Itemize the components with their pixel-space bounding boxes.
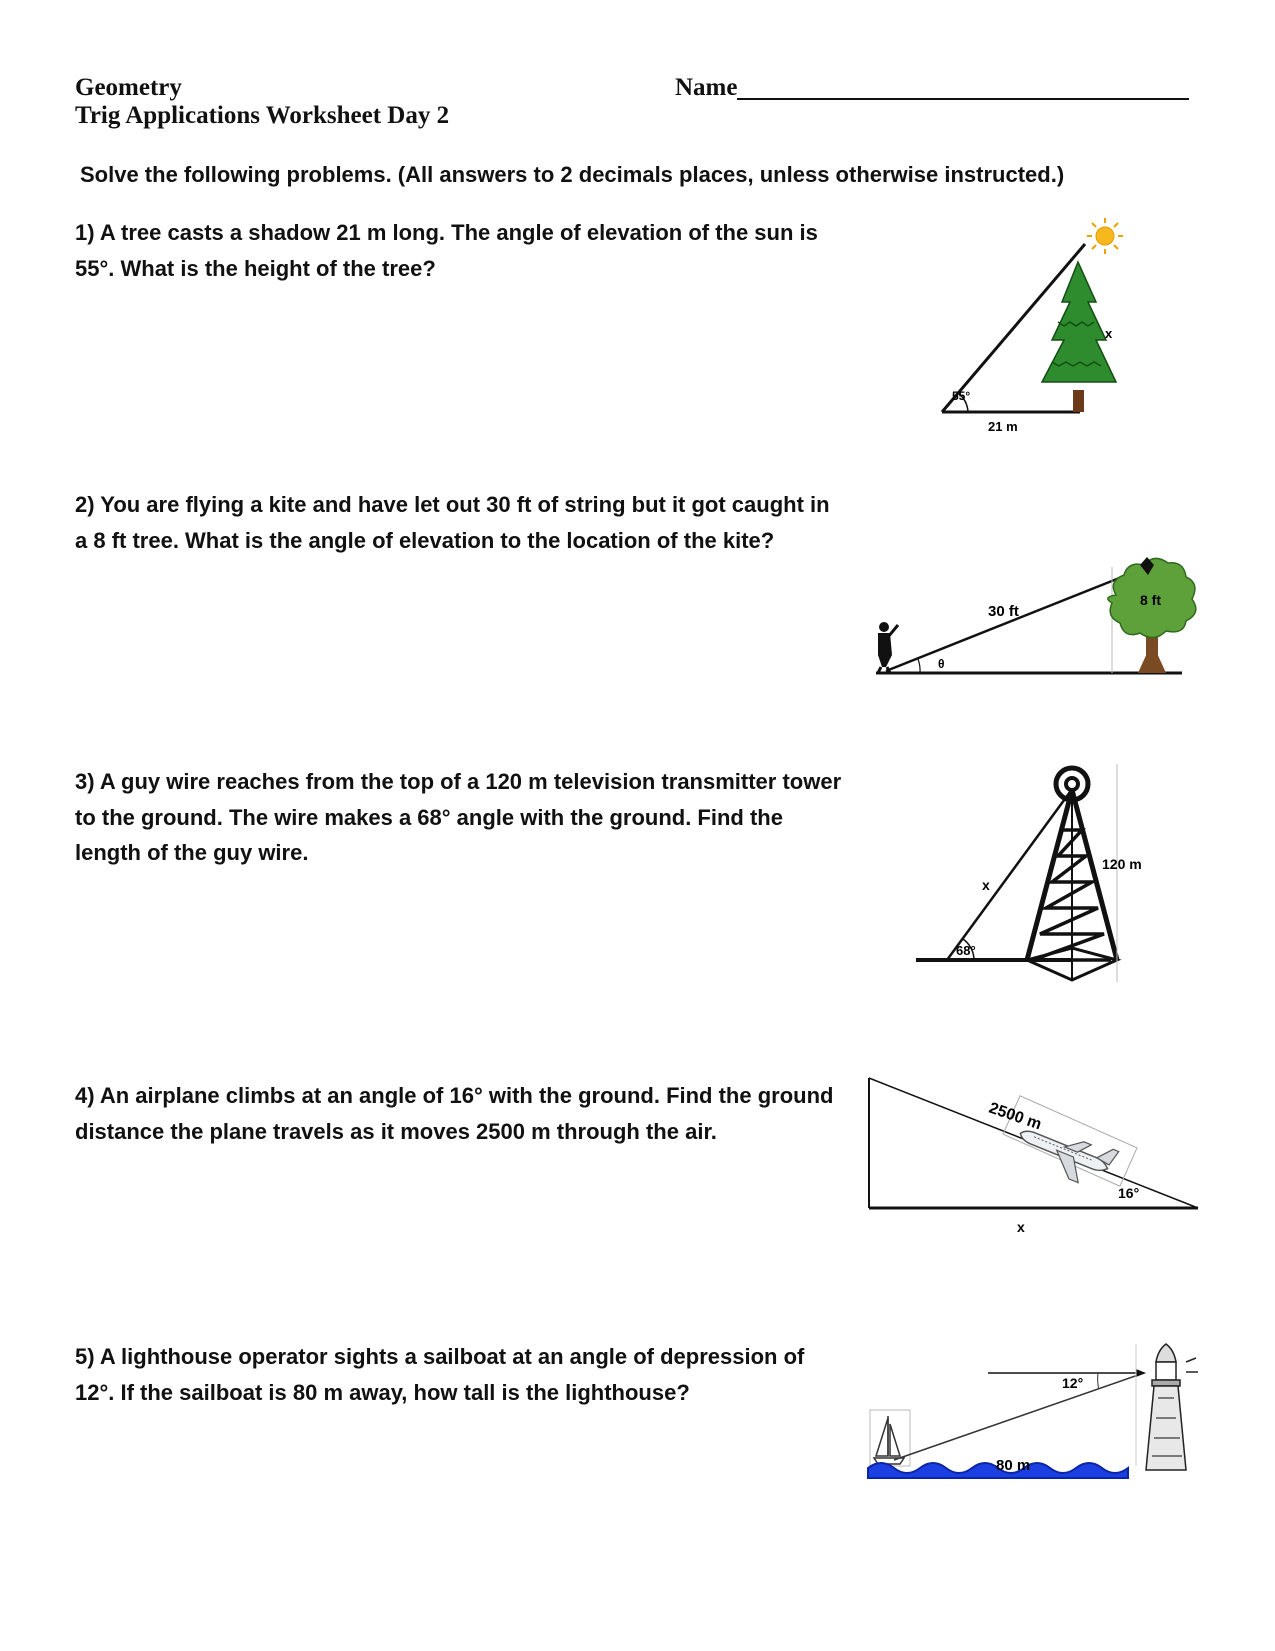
lighthouse-icon (1146, 1344, 1198, 1470)
angle-label: θ (938, 657, 945, 671)
problem-4-text: 4) An airplane climbs at an angle of 16° with the ground. Find the ground distance the plane travels as it moves 2500 m through the air. (75, 1083, 834, 1144)
figure-3-tower (912, 762, 1162, 992)
line-of-sight (894, 1373, 1144, 1460)
person-icon (878, 622, 898, 673)
distance-label: 80 m (996, 1457, 1031, 1474)
angle-arc (1098, 1373, 1099, 1388)
base-label: 21 m (988, 419, 1018, 434)
angle-label: 12° (1062, 1375, 1084, 1391)
sun-icon (1087, 218, 1123, 254)
angle-arc (918, 659, 920, 673)
tower-icon (1027, 790, 1117, 980)
problem-3-text: 3) A guy wire reaches from the top of a 120 m television transmitter tower to the ground. The wire makes a 68° angle with the ground. Find the length of the guy wire. (75, 769, 842, 865)
height-unknown-label: x (1105, 326, 1113, 341)
arrow-head (1136, 1369, 1146, 1377)
name-input-line[interactable] (737, 98, 1189, 100)
instructions: Solve the following problems. (All answers to 2 decimals places, unless otherwise instructed.) (80, 162, 1065, 187)
name-label: Name (675, 74, 738, 101)
figure-5-lighthouse (864, 1338, 1204, 1498)
sailboat-icon (874, 1416, 904, 1464)
figure-2-kite (872, 555, 1202, 685)
angle-label: 16° (1118, 1185, 1140, 1201)
problem-5-text: 5) A lighthouse operator sights a sailboat at an angle of depression of 12°. If the sailboat is 80 m away, how tall is the lighthouse? (75, 1344, 805, 1405)
angle-label: 68° (956, 943, 976, 958)
problem-2-text: 2) You are flying a kite and have let out 30 ft of string but it got caught in a 8 ft tree. What is the angle of elevation to the location of the kite? (75, 492, 830, 553)
height-label: 120 m (1102, 856, 1142, 872)
worksheet-title: Trig Applications Worksheet Day 2 (75, 102, 450, 129)
unknown-label: x (982, 877, 990, 893)
hyp-label: 2500 m (986, 1099, 1044, 1134)
angle-label: 55° (952, 389, 971, 403)
course-title: Geometry (75, 74, 182, 101)
figure-1-tree (930, 212, 1150, 442)
string-label: 30 ft (988, 603, 1019, 620)
tree-height-label: 8 ft (1140, 592, 1161, 608)
problem-1-text: 1) A tree casts a shadow 21 m long. The angle of elevation of the sun is 55°. What is the height of the tree? (75, 220, 818, 281)
figure-4-airplane (866, 1074, 1206, 1234)
tree-icon (1108, 558, 1196, 673)
unknown-label: x (1017, 1219, 1025, 1235)
